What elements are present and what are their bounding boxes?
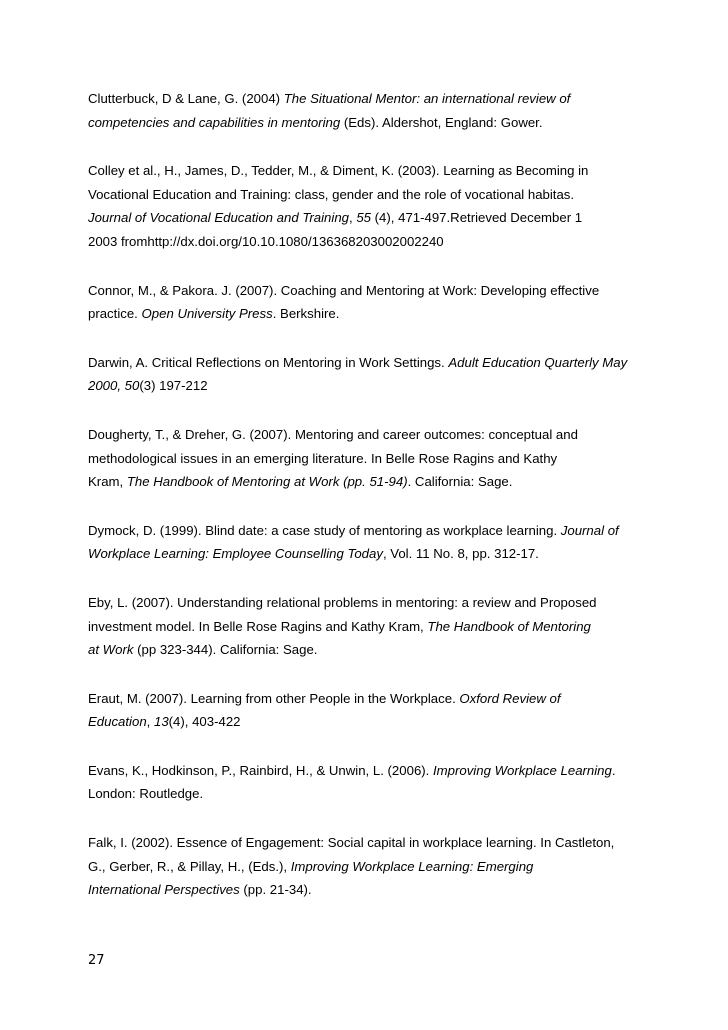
italic-text: Improving Workplace Learning: Emerging [290, 858, 534, 874]
text-segment: Dymock, D. (1999). Blind date: a case study of mentoring as workplace learning. [88, 522, 561, 538]
reference-line [88, 687, 644, 711]
text-segment: Dougherty, T., & Dreher, G. (2007). Mentoring and career outcomes: conceptual and [88, 426, 578, 442]
reference-line [88, 638, 644, 662]
text-segment: Clutterbuck, D & Lane, G. (2004) [88, 91, 284, 106]
text-segment: Evans, K., Hodkinson, P., Rainbird, H., & Unwin, L. (2006). [88, 762, 433, 778]
italic-text: 2000, 50 [88, 378, 140, 394]
reference-line [88, 878, 644, 902]
text-segment: London: Routledge. [88, 786, 204, 802]
text-segment: . Berkshire. [272, 306, 340, 322]
reference-line [88, 782, 644, 806]
italic-text: The Handbook of Mentoring at Work (pp. 51-94) [126, 474, 408, 490]
text-segment: investment model. In Belle Rose Ragins and Kathy Kram, [88, 618, 428, 634]
text-segment: 2003 fromhttp://dx.doi.org/10.10.1080/136368203002002240 [88, 233, 444, 249]
reference-line [88, 831, 644, 855]
page-number: 27 [88, 953, 105, 968]
reference-line [88, 542, 644, 566]
reference-line [88, 855, 644, 879]
reference-entry [88, 687, 644, 734]
reference-line [88, 591, 644, 615]
reference-line [88, 87, 644, 111]
reference-entry [88, 831, 644, 902]
reference-entry [88, 423, 644, 494]
reference-line [88, 374, 644, 398]
reference-line [88, 423, 644, 447]
italic-text: International Perspectives [88, 882, 240, 898]
reference-line [88, 351, 644, 375]
italic-text: Adult Education Quarterly May [448, 354, 628, 370]
reference-entry [88, 87, 644, 134]
text-segment: . [611, 762, 616, 778]
reference-line [88, 183, 644, 207]
italic-text: The Situational Mentor: an international review of [283, 91, 571, 106]
italic-text: at Work [88, 642, 134, 658]
reference-line [88, 615, 644, 639]
reference-line [88, 111, 644, 135]
text-segment: , [146, 714, 154, 730]
text-segment: Kram, [88, 474, 127, 490]
italic-text: 13 [153, 714, 169, 730]
text-segment: Darwin, A. Critical Reflections on Mentoring in Work Settings. [88, 354, 449, 370]
reference-line [88, 159, 644, 183]
reference-line [88, 206, 644, 230]
italic-text: Workplace Learning: Employee Counselling Today [88, 546, 383, 562]
text-segment: (4), 403-422 [168, 714, 241, 730]
reference-line [88, 230, 644, 254]
text-segment: , Vol. 11 No. 8, pp. 312-17. [382, 546, 539, 562]
reference-line [88, 279, 644, 303]
reference-entry [88, 279, 644, 326]
italic-text: Improving Workplace Learning [433, 762, 612, 778]
text-segment: Colley et al., H., James, D., Tedder, M., & Diment, K. (2003). Learning as Becoming in [88, 163, 589, 179]
reference-list [88, 87, 644, 927]
reference-entry [88, 351, 644, 398]
text-segment: (Eds). Aldershot, England: Gower. [340, 114, 543, 130]
reference-entry [88, 519, 644, 566]
text-segment: G., Gerber, R., & Pillay, H., (Eds.), [88, 858, 291, 874]
reference-line [88, 302, 644, 326]
reference-entry [88, 759, 644, 806]
text-segment: (pp 323-344). California: Sage. [133, 642, 318, 658]
italic-text: competencies and capabilities in mentoring [88, 114, 341, 130]
text-segment: (3) 197-212 [139, 378, 208, 394]
reference-entry [88, 591, 644, 662]
text-segment: Vocational Education and Training: class, gender and the role of vocational habitas. [88, 186, 575, 202]
italic-text: Education [88, 714, 147, 730]
text-segment: practice. [88, 306, 142, 322]
text-segment: Eraut, M. (2007). Learning from other People in the Workplace. [88, 690, 460, 706]
reference-line [88, 519, 644, 543]
italic-text: The Handbook of Mentoring [427, 618, 591, 634]
italic-text: Journal of Vocational Education and Training [88, 210, 349, 226]
reference-line [88, 759, 644, 783]
text-segment: Eby, L. (2007). Understanding relational problems in mentoring: a review and Proposed [88, 594, 597, 610]
italic-text: Oxford Review of [459, 690, 561, 706]
text-segment: methodological issues in an emerging literature. In Belle Rose Ragins and Kathy [88, 450, 558, 466]
italic-text: 55 [356, 210, 371, 226]
text-segment: Connor, M., & Pakora. J. (2007). Coaching and Mentoring at Work: Developing effective [88, 282, 600, 298]
reference-entry [88, 159, 644, 253]
text-segment: . California: Sage. [407, 474, 513, 490]
reference-line [88, 447, 644, 471]
reference-line [88, 470, 644, 494]
reference-line [88, 710, 644, 734]
text-segment: Falk, I. (2002). Essence of Engagement: Social capital in workplace learning. In Castleton, [88, 835, 615, 851]
text-segment: (4), 471-497.Retrieved December 1 [371, 210, 583, 226]
text-segment: (pp. 21-34). [239, 882, 312, 898]
italic-text: Open University Press [141, 306, 273, 322]
text-segment: , [349, 210, 357, 226]
italic-text: Journal of [560, 522, 619, 538]
